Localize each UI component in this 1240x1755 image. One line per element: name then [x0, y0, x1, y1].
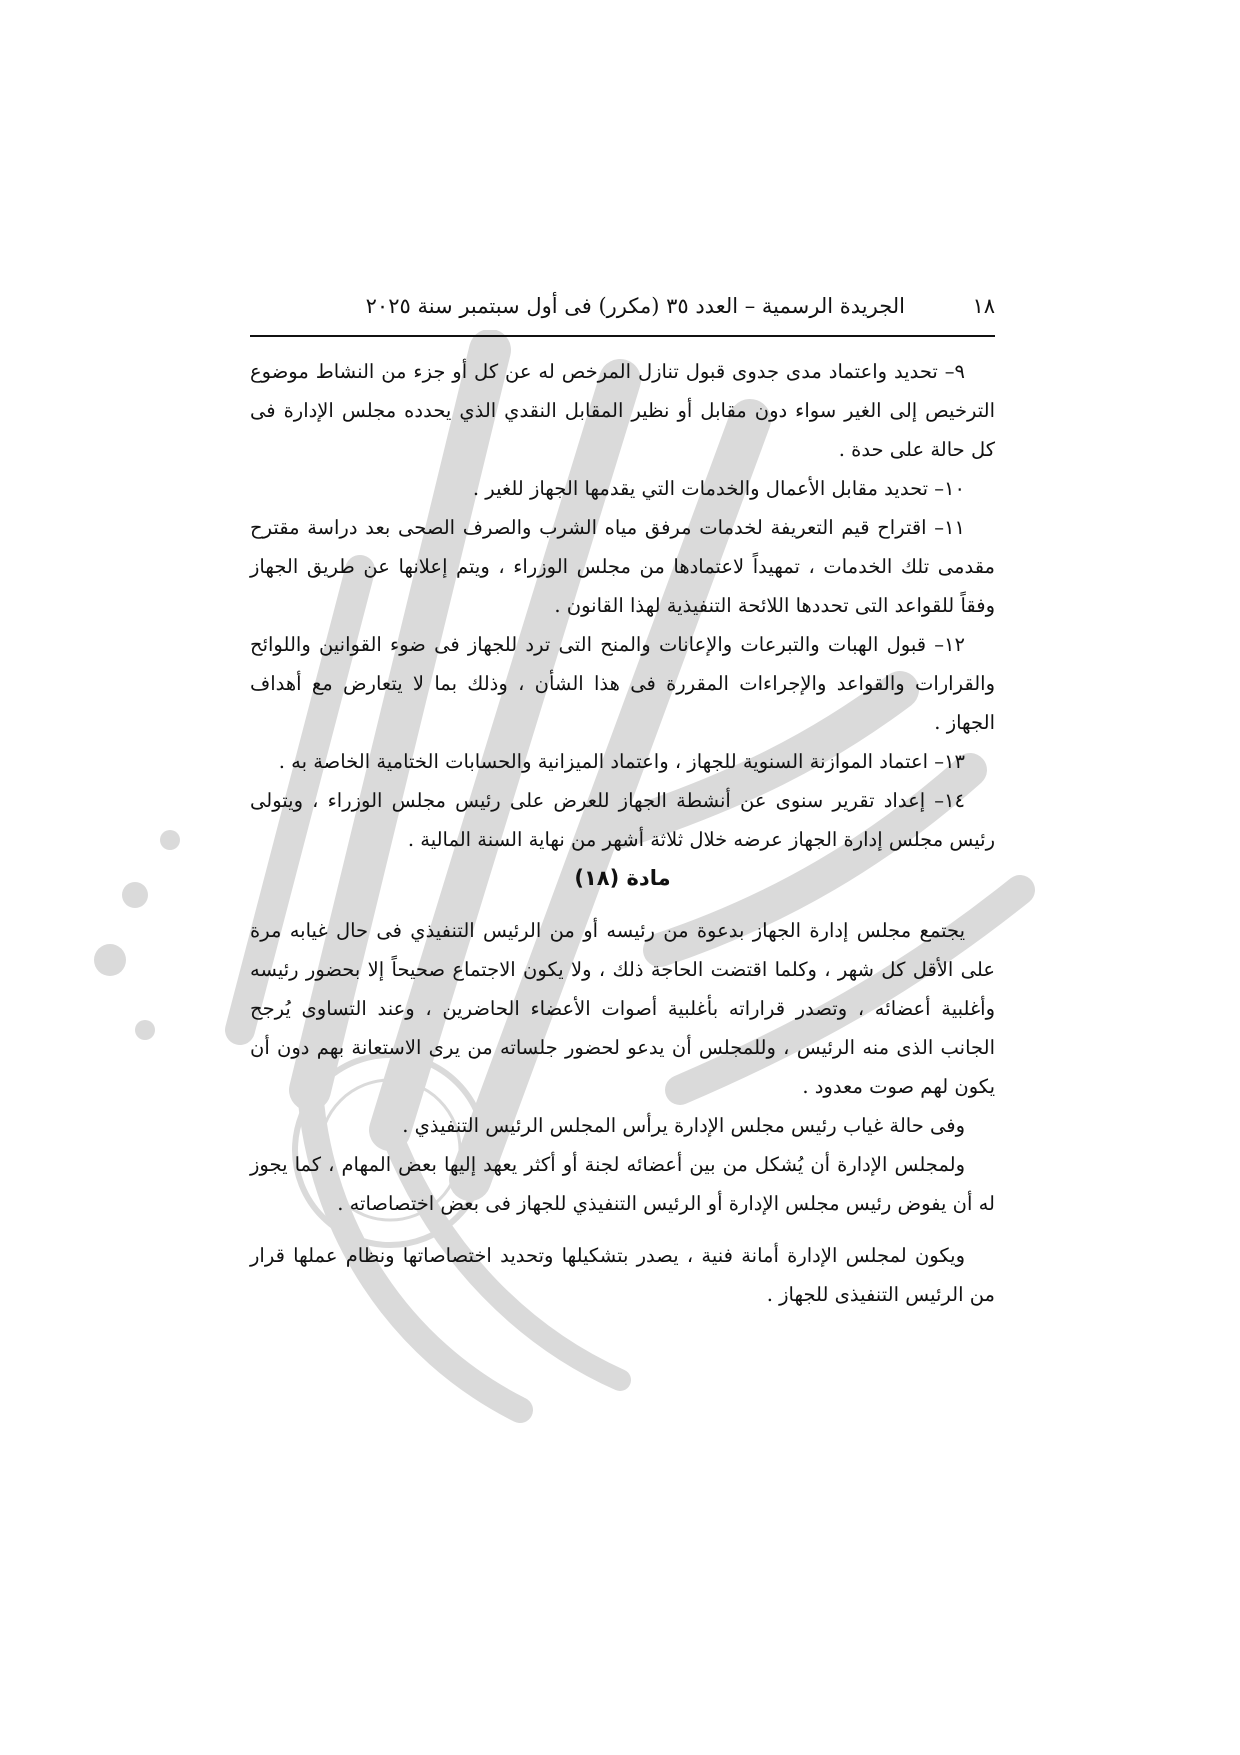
- clause-9: ٩– تحديد واعتماد مدى جدوى قبول تنازل المرخص له عن كل أو جزء من النشاط موضوع الترخيص إلى الغير سواء دون مقابل أو نظير المقابل النقدي الذي يحدده مجلس الإدارة فى كل حالة على حدة .: [250, 360, 995, 461]
- article-paragraph: ويكون لمجلس الإدارة أمانة فنية ، يصدر بتشكيلها وتحديد اختصاصاتها ونظام عملها قرار من الرئيس التنفيذى للجهاز .: [250, 1244, 995, 1306]
- clause-12: ١٢– قبول الهبات والتبرعات والإعانات والمنح التى ترد للجهاز فى ضوء القوانين واللوائح والقرارات والقواعد والإجراءات المقررة فى هذا الشأن ، وذلك بما لا يتعارض مع أهداف الجهاز .: [250, 633, 995, 734]
- page-header: [250, 284, 995, 328]
- article-paragraph: وفى حالة غياب رئيس مجلس الإدارة يرأس المجلس الرئيس التنفيذي .: [402, 1114, 965, 1137]
- clause-14: ١٤– إعداد تقرير سنوى عن أنشطة الجهاز للعرض على رئيس مجلس الوزراء ، ويتولى رئيس مجلس إدارة الجهاز عرضه خلال ثلاثة أشهر من نهاية السنة المالية .: [250, 789, 995, 851]
- article-18-heading: مادة (١٨): [574, 866, 671, 890]
- document-body: [250, 352, 995, 1314]
- header-divider: [250, 335, 995, 337]
- article-paragraph: ولمجلس الإدارة أن يُشكل من بين أعضائه لجنة أو أكثر يعهد إليها بعض المهام ، كما يجوز له أن يفوض رئيس مجلس الإدارة أو الرئيس التنفيذي للجهاز فى بعض اختصاصاته .: [250, 1153, 995, 1215]
- gazette-header-title: الجريدة الرسمية – العدد ٣٥ (مكرر) فى أول سبتمبر سنة ٢٠٢٥: [365, 294, 905, 318]
- clause-10: ١٠– تحديد مقابل الأعمال والخدمات التي يقدمها الجهاز للغير .: [472, 477, 965, 500]
- clause-13: ١٣– اعتماد الموازنة السنوية للجهاز ، واعتماد الميزانية والحسابات الختامية الخاصة به .: [278, 750, 965, 773]
- article-paragraph: يجتمع مجلس إدارة الجهاز بدعوة من رئيسه أو من الرئيس التنفيذي فى حال غيابه مرة على الأقل كل شهر ، وكلما اقتضت الحاجة ذلك ، ولا يكون الاجتماع صحيحاً إلا بحضور رئيسه وأغلبية أعضائه ، وتصدر قراراته بأغلبية أصوات الأعضاء الحاضرين ، وعند التساوى يُرجح الجانب الذى منه الرئيس ، وللمجلس أن يدعو لحضور جلساته من يرى الاستعانة بهم دون أن يكون لهم صوت معدود .: [250, 919, 995, 1098]
- page-number: ١٨: [972, 294, 995, 318]
- clause-11: ١١– اقتراح قيم التعريفة لخدمات مرفق مياه الشرب والصرف الصحى بعد دراسة مقترح مقدمى تلك الخدمات ، تمهيداً لاعتمادها من مجلس الوزراء ، ويتم إعلانها عن طريق الجهاز وفقاً للقواعد التى تحددها اللائحة التنفيذية لهذا القانون .: [250, 516, 995, 617]
